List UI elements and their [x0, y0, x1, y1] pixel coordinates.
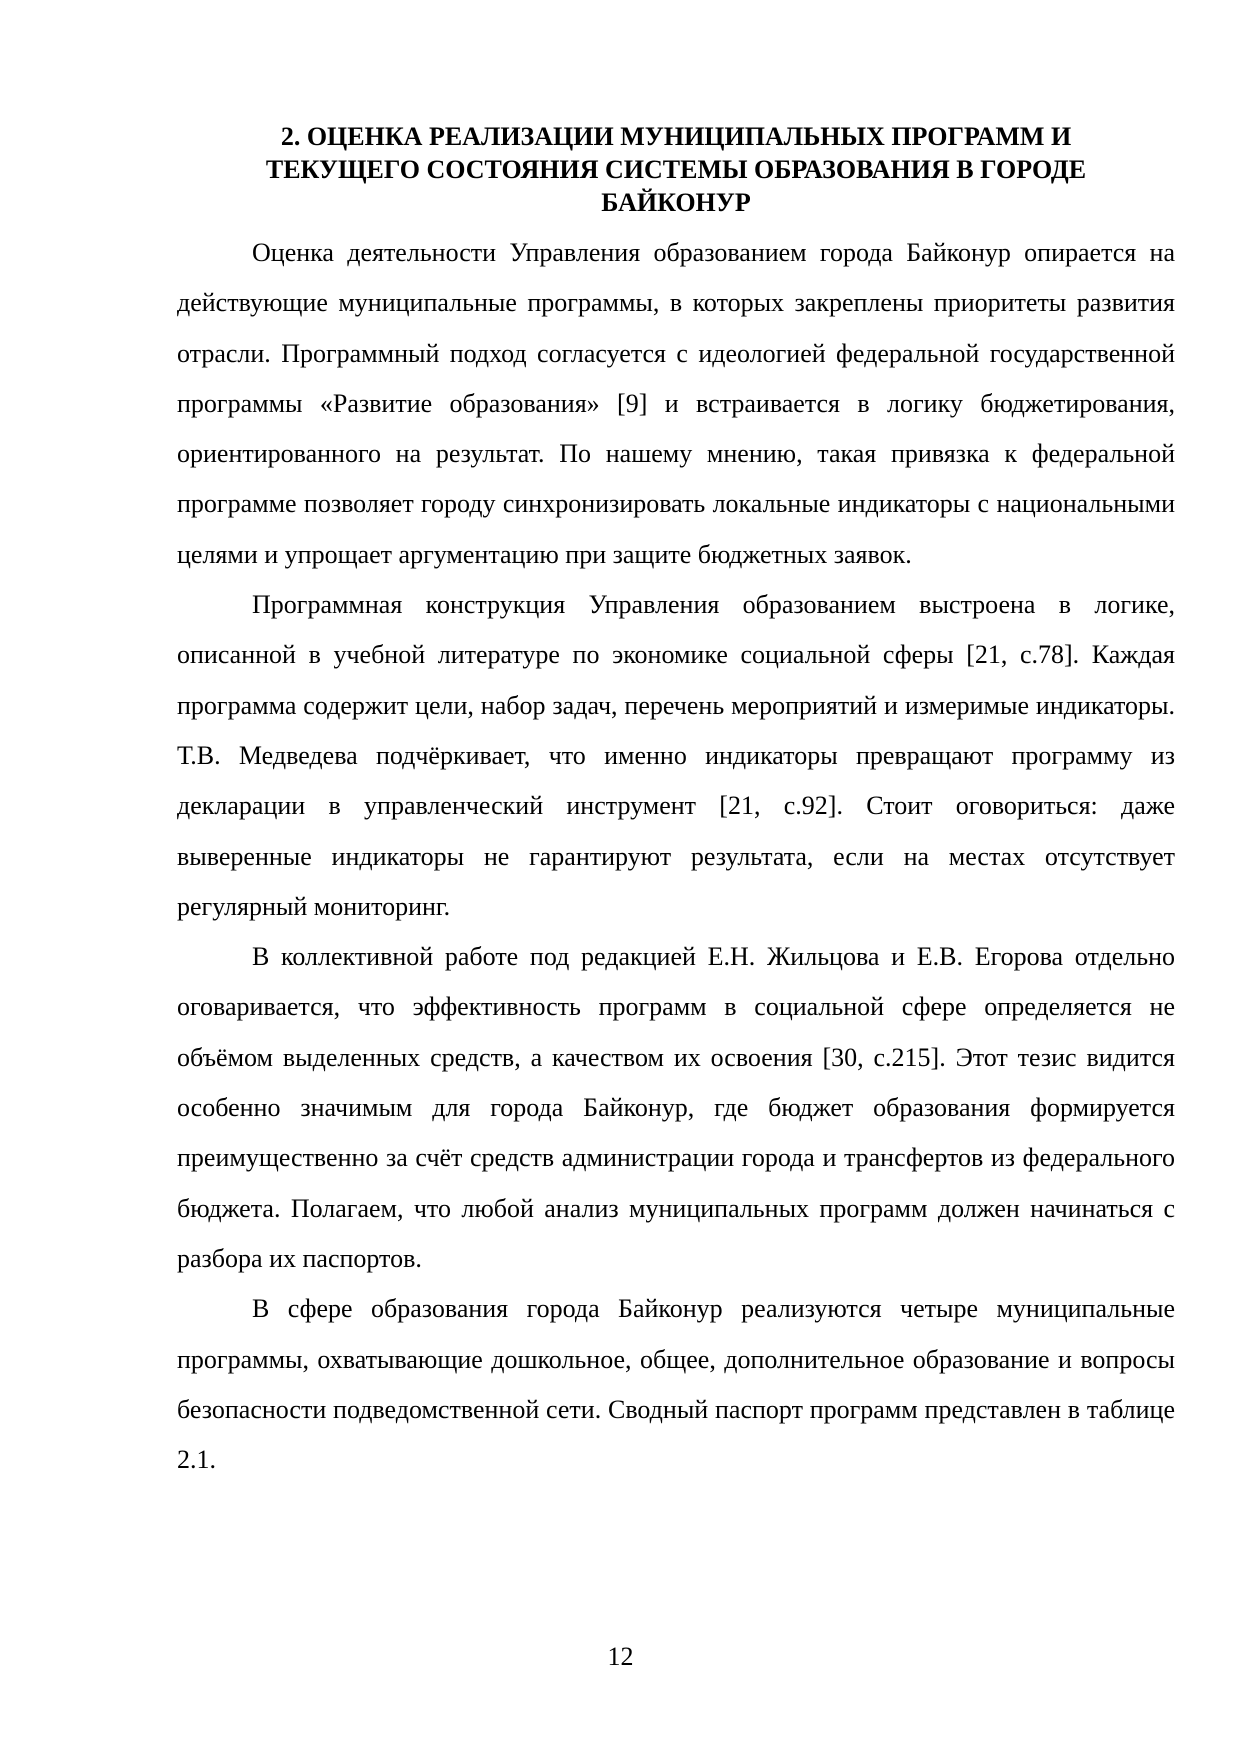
- section-heading: [177, 120, 1175, 219]
- body-paragraph: Оценка деятельности Управления образованием города Байконур опирается на действующие муниципальные программы, в которых закреплены приоритеты развития отрасли. Программный подход согласуется с идеологией федеральной государственной программы «Развитие образования» [9] и встраивается в логику бюджетирования, ориентированного на результат. По нашему мнению, такая привязка к федеральной программе позволяет городу синхронизировать локальные индикаторы с национальными целями и упрощает аргументацию при защите бюджетных заявок.: [177, 238, 1175, 569]
- section-heading-line: ТЕКУЩЕГО СОСТОЯНИЯ СИСТЕМЫ ОБРАЗОВАНИЯ В ГОРОДЕ: [265, 155, 1087, 184]
- section-heading-line: БАЙКОНУР: [601, 188, 751, 217]
- document-page: [177, 120, 1175, 1485]
- section-heading-line: 2. ОЦЕНКА РЕАЛИЗАЦИИ МУНИЦИПАЛЬНЫХ ПРОГРАММ И: [280, 122, 1072, 151]
- page-number: 12: [607, 1642, 634, 1671]
- body-paragraph: В коллективной работе под редакцией Е.Н. Жильцова и Е.В. Егорова отдельно оговаривается, что эффективность программ в социальной сфере определяется не объёмом выделенных средств, а качеством их освоения [30, с.215]. Этот тезис видится особенно значимым для города Байконур, где бюджет образования формируется преимущественно за счёт средств администрации города и трансфертов из федерального бюджета. Полагаем, что любой анализ муниципальных программ должен начинаться с разбора их паспортов.: [177, 942, 1175, 1273]
- body-paragraph: В сфере образования города Байконур реализуются четыре муниципальные программы, охватывающие дошкольное, общее, дополнительное образование и вопросы безопасности подведомственной сети. Сводный паспорт программ представлен в таблице 2.1.: [177, 1294, 1175, 1475]
- body-paragraph: Программная конструкция Управления образованием выстроена в логике, описанной в учебной литературе по экономике социальной сферы [21, с.78]. Каждая программа содержит цели, набор задач, перечень мероприятий и измеримые индикаторы. Т.В. Медведева подчёркивает, что именно индикаторы превращают программу из декларации в управленческий инструмент [21, с.92]. Стоит оговориться: даже выверенные индикаторы не гарантируют результата, если на местах отсутствует регулярный мониторинг.: [177, 590, 1175, 921]
